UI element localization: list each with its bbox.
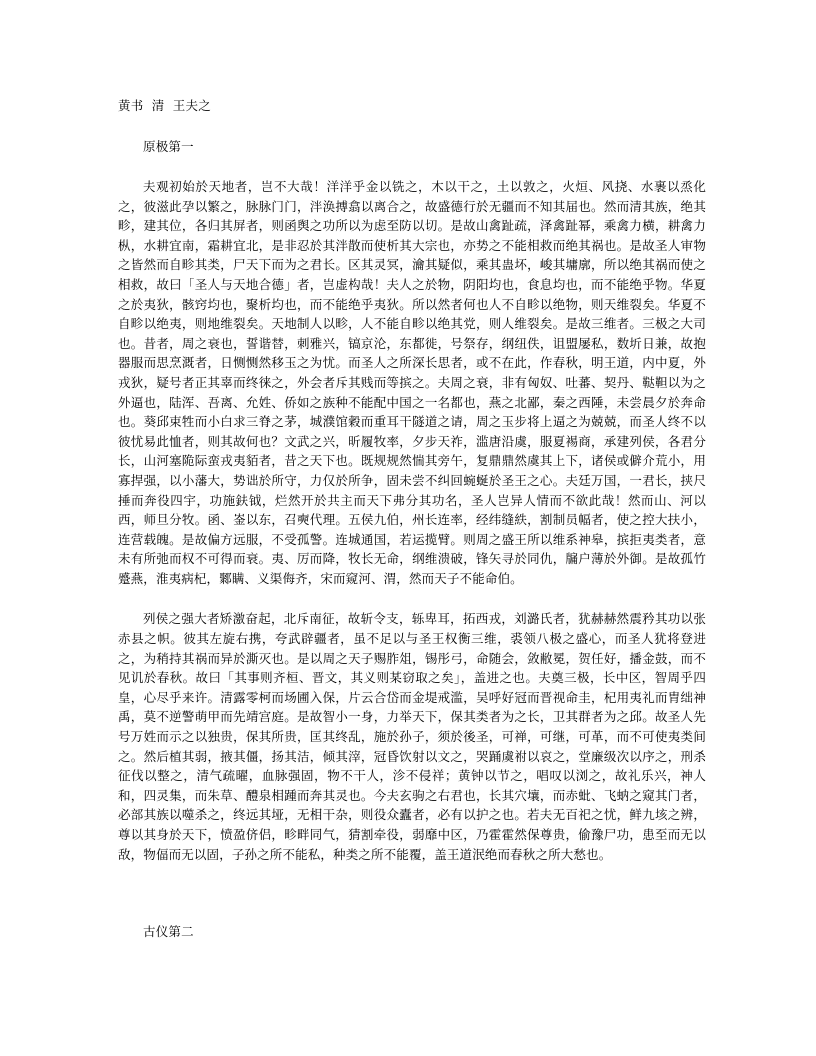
body-paragraph: 夫观初始於天地者，岂不大哉！洋洋乎金以铣之，木以干之，土以敦之，火烜、风挠、水裹以烝化之，彼滋此孕以繁之，脉脉门门，泮涣搏翕以离合之，故盛德行於无疆而不知其届也。然而清其族，绝其畛，建其位，各归其屏者，则函舆之功所以为虑至防以切。是故山禽趾疏，泽禽趾幂，乘禽力横，耕禽力枞，水耕宜南，霜耕宜北，是非忍於其泮散而使析其大宗也，亦势之不能相救而绝其祸也。是故圣人审物之皆然而自畛其类，尸天下而为之君长。区其灵冥，瀹其疑似，乘其蛊坏，峻其墉廓，所以绝其祸而使之相救，故曰「圣人与天地合德」者，岂虚构哉！夫人之於物，阴阳均也，食息均也，而不能绝乎物。华夏之於夷狄，骸窍均也，聚析均也，而不能绝乎夷狄。所以然者何也人不自畛以绝物，则天维裂矣。华夏不自畛以绝夷，则地维裂矣。天地制人以畛，人不能自畛以绝其党，则人维裂矣。是故三维者。三极之大司也。昔者，周之衰也，誓谐替，刺雅兴，镐京沦，东都徙，号祭存，纲纽佚，诅盟屡私，数圻日兼，故抱器服而思烹溉者，日恻恻然移玉之为忧。而圣人之所深长思者，或不在此，作春秋，明王道，内中夏，外戎狄，疑号者正其辜而终徕之，外会者斥其贱而等摈之。夫周之衰，非有匈奴、吐蕃、契丹、鞑靼以为之外逼也，陆浑、吾离、允姓、侨如之族种不能配中国之一名都也，燕之北鄙，秦之西陲，未尝晨夕於奔命也。葵邱束牲而小白求三脊之茅，城濮馆穀而重耳干隧道之请，周之玉步将上逼之为兢兢，而圣人终不以彼忧易此恤者，则其故何也？文武之兴，昕履牧率，夕步天祚，滥唐沿虞，服夏裼商，承建列侯，各君分长，山河塞陒际蛮戎夷貊者，昔之天下也。既规规然惴其旁午，复鼎鼎然虞其上下，诸侯或僻介荒小，用寡捍强，以小藩大，势诎於所守，力仅於所争，固未尝不纠回蜿蜒於圣王之心。夫廷万国，一君长，挟尺捶而奔役四宇，功施鈇钺，烂然开於共主而天下弗分其功名，圣人岂异人情而不欲此哉！然而山、河以西，师旦分牧。函、崟以东，召奭代理。五侯九伯，州长连率，经纬缝紩，割制员幅者，使之控大扶小，连营载魄。是故偏方远服，不受孤警。连城通国，若运揽臂。则周之盛王所以维系神皋，摈拒夷类者，意未有所弛而权不可得而衰。夷、厉而降，牧长无命，纲维溃破，锋矢寻於同仇，牖户薄於外御。是故孤竹蹙燕，淮夷病杞，鄹瞒、义渠侮齐，宋而窥河、渭，然而天子不能命伯。 (118, 179, 706, 586)
section-heading-yuanji: 原极第一 (143, 138, 194, 154)
body-paragraph: 列侯之强大者矫激奋起，北斥南征，故斩令支，轹卑耳，拓西戎，刘潞氏者，犹赫赫然震矜其功以张赤县之帜。彼其左旋右携，夸武辟疆者，虽不足以与圣王权衡三维，裘领八极之盛心，而圣人犹将登进之，为稍持其祸而异於澌灭也。是以周之天子赐胙俎，锡彤弓，命随会，敛敝冕，贺任好，播金鼓，而不见讥於春秋。故曰「其事则齐桓、晋文，其义则某窃取之矣」，盖进之也。夫奠三极，长中区，智周乎四皇，心尽乎来许。清露零柯而场圃入保，片云合岱而金堤戒滥，吴呼好冠而晋视命圭，杞用夷礼而胄绌神禹，莫不逆警萌甲而先靖宫庭。是故智小一身，力举天下，保其类者为之长，卫其群者为之邱。故圣人先号万姓而示之以独贵，保其所贵，匡其终乱，施於孙子，须於後圣，可禅，可继，可革，而不可使夷类间之。然后植其弱，掖其僵，扬其洁，倾其滓，冠昏饮射以文之，哭踊虞祔以哀之，堂廉级次以序之，刑杀征伐以整之，清气疏曜，血脉强固，物不干人，沴不侵祥；黄钟以节之，唱叹以浏之，故礼乐兴，神人和，四灵集，而朱草、醴泉相踵而奔其灵也。今夫玄驹之右君也，长其穴壤，而赤蚍、飞蚋之窥其门者，必部其族以噬杀之，终远其垭，无相干杂，则役众蠹者，必有以护之也。若夫无百祀之忧，鲜九垓之辨，尊以其身於天下，愤盈侪侣，畛畔同气，猜割牵役，弱靡中区，乃霍霍然保尊贵，偷豫尸功，患至而无以敌，物偪而无以固，子孙之所不能私，种类之所不能覆，盖王道泯绝而春秋之所大愁也。 (118, 611, 706, 862)
document-title: 黄书 清 王夫之 (118, 98, 211, 113)
section-heading-guyi: 古仪第二 (143, 924, 194, 940)
